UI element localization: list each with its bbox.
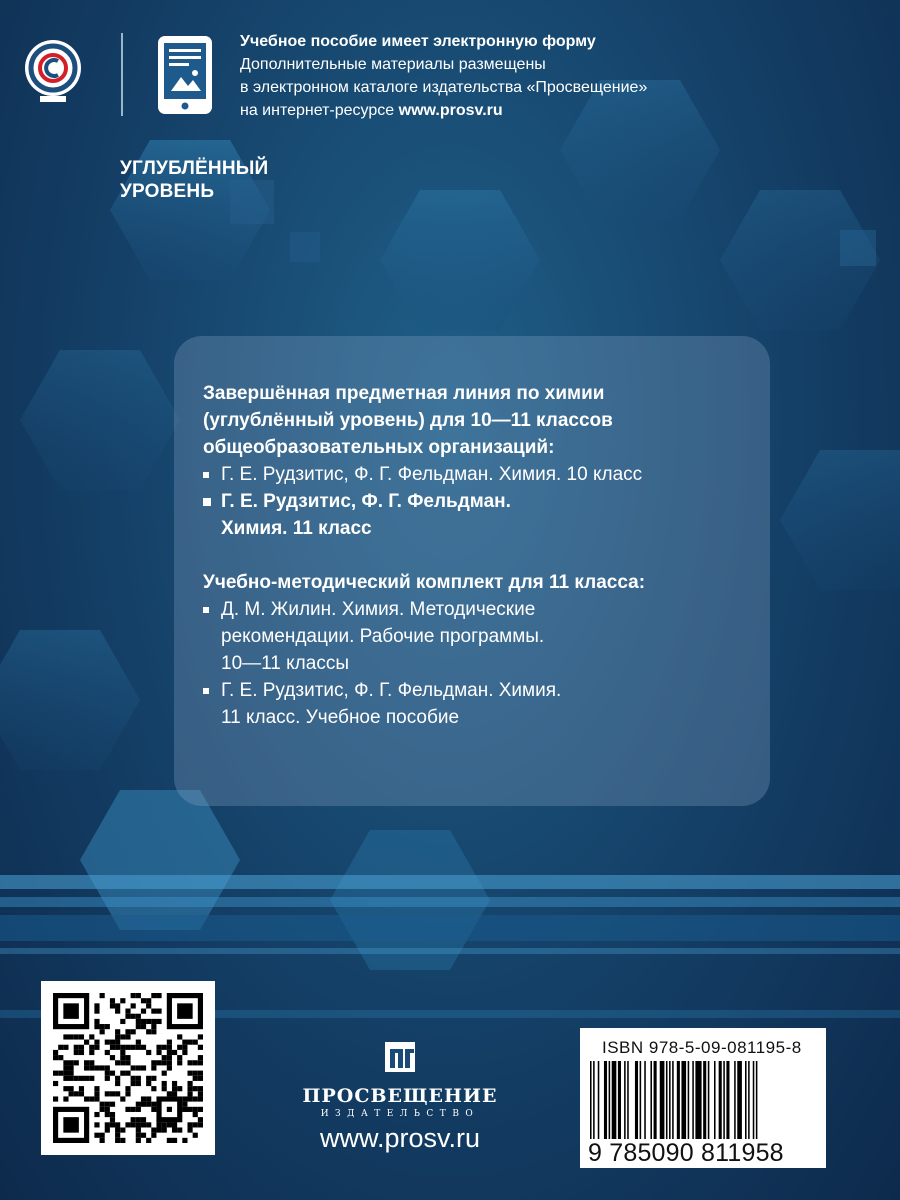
- series-title-line-2: (углублённый уровень) для 10—11 классов: [203, 410, 613, 431]
- tablet-icon: [157, 35, 213, 115]
- isbn-barcode-block: [580, 1028, 826, 1168]
- series-book-11-line-2: Химия. 11 класс: [221, 518, 372, 539]
- kit-item-2-line-2: 11 класс. Учебное пособие: [221, 707, 460, 728]
- barcode-icon: [586, 1061, 820, 1139]
- bullet-icon: [203, 688, 209, 694]
- kit-item-1-line-3: 10—11 классы: [221, 653, 349, 674]
- header: [0, 0, 900, 135]
- series-book-11: [203, 488, 763, 542]
- eform-line-4-prefix: на интернет-ресурсе: [240, 102, 399, 119]
- qr-code-icon[interactable]: [41, 981, 215, 1155]
- level-label: [120, 157, 268, 203]
- publisher-subtitle: ИЗДАТЕЛЬСТВО: [320, 1109, 480, 1119]
- series-title-line-3: общеобразовательных организаций:: [203, 437, 555, 458]
- eform-line-3: в электронном каталоге издательства «Просвещение»: [240, 79, 648, 96]
- publisher-block: [300, 1040, 500, 1119]
- efu-logo-icon: [20, 30, 90, 110]
- bullet-icon: [203, 607, 209, 613]
- kit-item-1-line-1: Д. М. Жилин. Химия. Методические: [221, 599, 536, 620]
- series-book-10: [203, 461, 763, 488]
- isbn-label: ISBN 978-5-09-081195-8: [602, 1038, 802, 1057]
- info-panel-text: [203, 380, 763, 731]
- series-title-line-1: Завершённая предметная линия по химии: [203, 383, 605, 404]
- publisher-name: ПРОСВЕЩЕНИЕ: [302, 1085, 498, 1107]
- eform-line-2: Дополнительные материалы размещены: [240, 56, 546, 73]
- series-book-11-line-1: Г. Е. Рудзитис, Ф. Г. Фельдман.: [221, 491, 511, 512]
- kit-title: Учебно-методический комплект для 11 класса:: [203, 572, 646, 593]
- kit-item-1-line-2: рекомендации. Рабочие программы.: [221, 626, 545, 647]
- prosveshchenie-logo-icon: [383, 1040, 417, 1074]
- level-line-2: УРОВЕНЬ: [120, 181, 215, 202]
- eform-line-4: [240, 99, 647, 122]
- bullet-icon: [203, 472, 209, 478]
- header-divider: [121, 33, 123, 116]
- kit-item-2-line-1: Г. Е. Рудзитис, Ф. Г. Фельдман. Химия.: [221, 680, 562, 701]
- kit-item-1: [203, 596, 763, 677]
- isbn-digits: 9 785090 811958: [588, 1139, 784, 1167]
- eform-line-1: Учебное пособие имеет электронную форму: [240, 33, 596, 50]
- kit-item-2: [203, 677, 763, 731]
- publisher-url[interactable]: www.prosv.ru: [319, 1123, 481, 1153]
- bullet-icon: [203, 498, 211, 506]
- series-book-10-text: Г. Е. Рудзитис, Ф. Г. Фельдман. Химия. 10 класс: [221, 464, 643, 485]
- eform-url: www.prosv.ru: [398, 102, 503, 119]
- level-line-1: УГЛУБЛЁННЫЙ: [120, 158, 269, 179]
- electronic-form-notice: [240, 30, 647, 122]
